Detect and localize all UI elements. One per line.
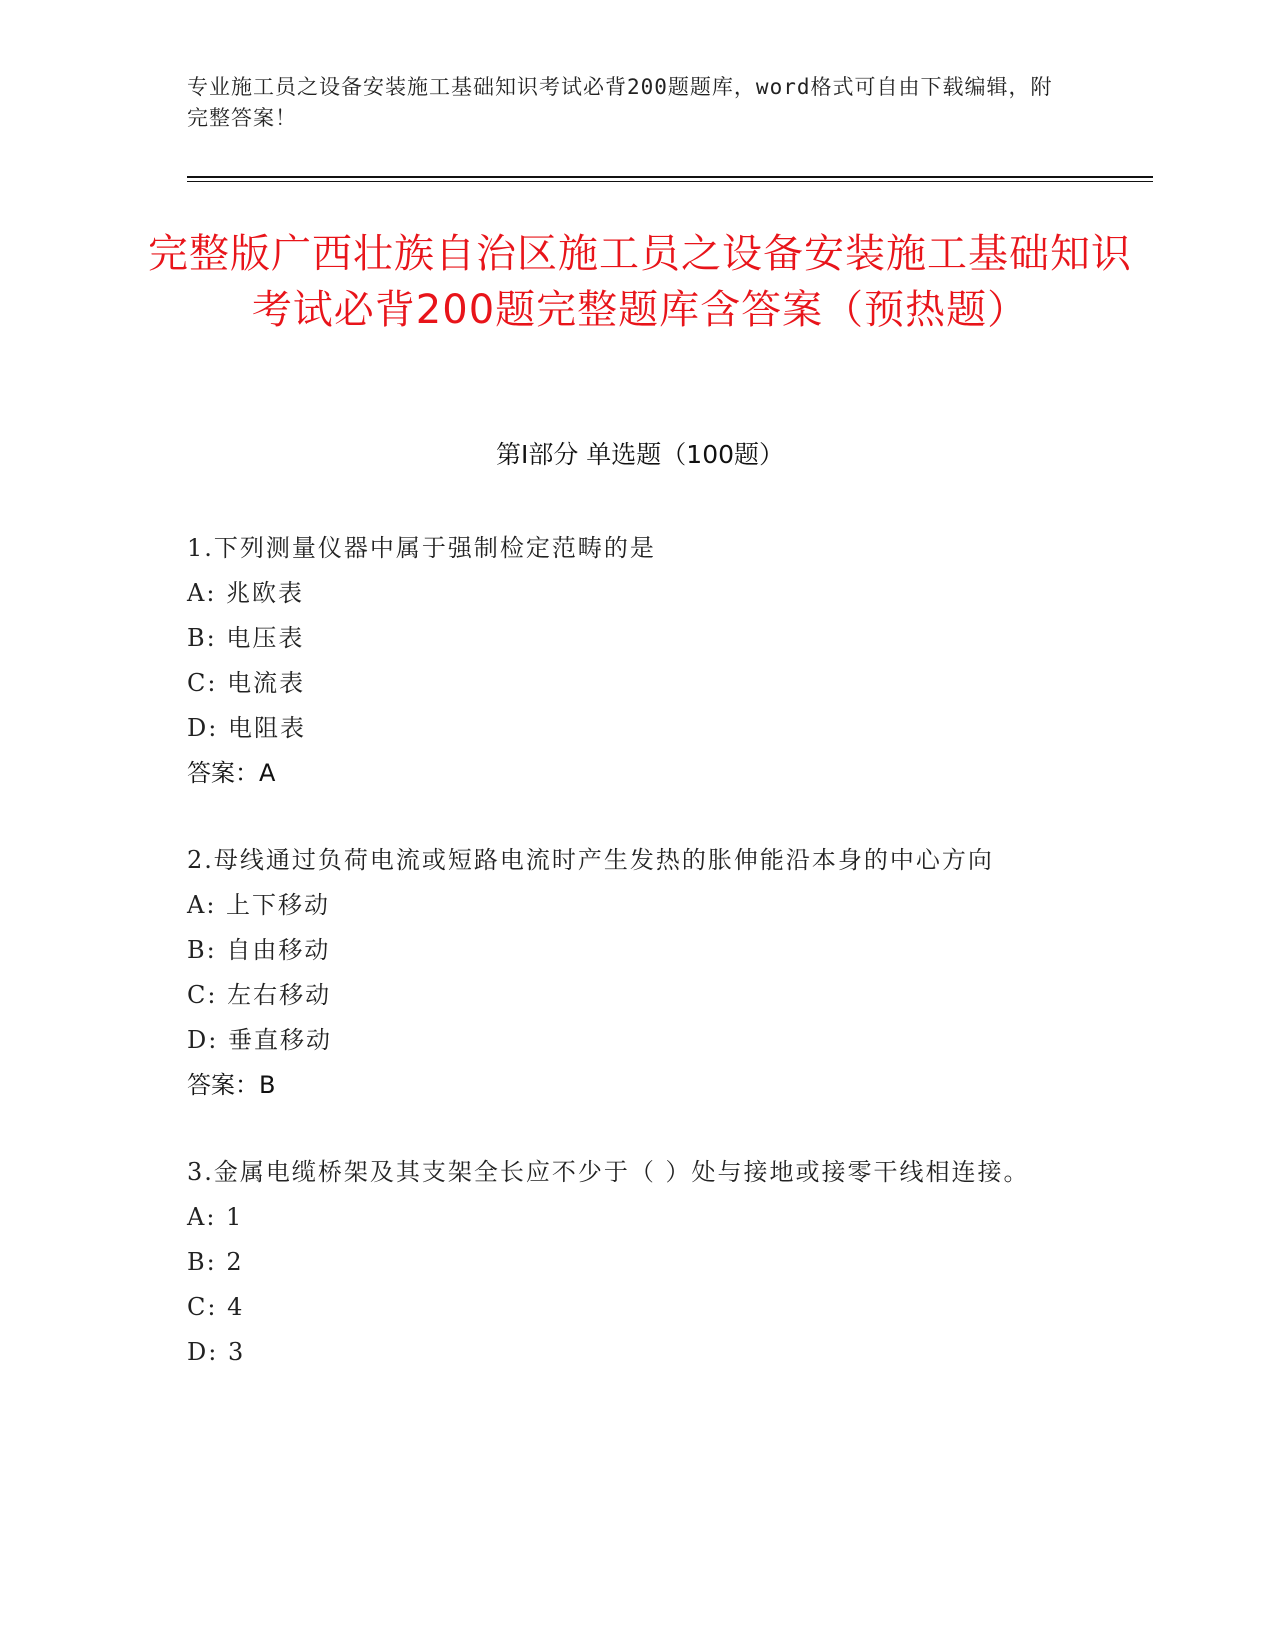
header-divider <box>187 176 1153 182</box>
option-a: A: 兆欧表 <box>187 579 305 607</box>
option-c: C: 左右移动 <box>187 981 332 1009</box>
header-note: 专业施工员之设备安装施工基础知识考试必背200题题库，word格式可自由下载编辑，附完整答案！ <box>187 75 1053 130</box>
question-2 <box>187 838 1077 1108</box>
option-a: A: 1 <box>187 1203 244 1231</box>
section-title: 第I部分 单选题（100题） <box>495 440 785 469</box>
option-b: B: 自由移动 <box>187 936 331 964</box>
document-title: 完整版广西壮族自治区施工员之设备安装施工基础知识考试必背200题完整题库含答案（预热题） <box>148 231 1132 333</box>
question-list <box>187 526 1077 1417</box>
question-3 <box>187 1150 1077 1375</box>
question-1 <box>187 526 1077 796</box>
answer-line: 答案：A <box>187 759 276 787</box>
answer-line: 答案：B <box>187 1071 276 1099</box>
question-stem: 3.金属电缆桥架及其支架全长应不少于（ ）处与接地或接零干线相连接。 <box>187 1158 1030 1186</box>
option-d: D: 3 <box>187 1338 246 1366</box>
option-a: A: 上下移动 <box>187 891 331 919</box>
option-b: B: 电压表 <box>187 624 305 652</box>
question-stem: 2.母线通过负荷电流或短路电流时产生发热的胀伸能沿本身的中心方向 <box>187 846 994 874</box>
question-stem: 1.下列测量仪器中属于强制检定范畴的是 <box>187 534 656 562</box>
option-c: C: 电流表 <box>187 669 306 697</box>
option-d: D: 电阻表 <box>187 714 306 742</box>
option-b: B: 2 <box>187 1248 244 1276</box>
option-d: D: 垂直移动 <box>187 1026 332 1054</box>
option-c: C: 4 <box>187 1293 245 1321</box>
